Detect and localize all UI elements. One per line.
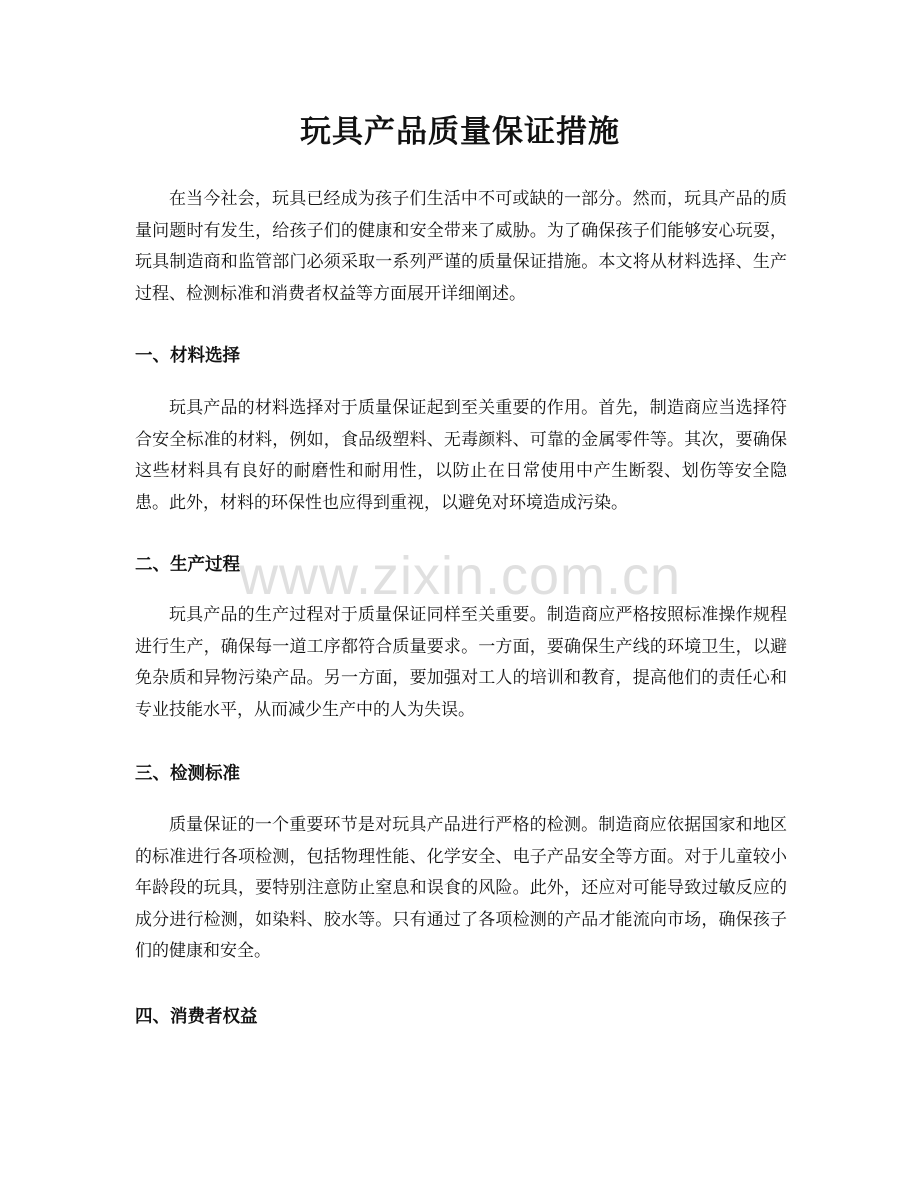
intro-paragraph: 在当今社会，玩具已经成为孩子们生活中不可或缺的一部分。然而，玩具产品的质量问题时有发生，给孩子们的健康和安全带来了威胁。为了确保孩子们能够安心玩耍，玩具制造商和监管部门必须采取一系列严谨的质量保证措施。本文将从材料选择、生产过程、检测标准和消费者权益等方面展开详细阐述。: [135, 189, 787, 304]
section-heading-production: 二、生产过程: [135, 555, 240, 575]
section-heading-materials: 一、材料选择: [135, 346, 240, 366]
section-body-production: 玩具产品的生产过程对于质量保证同样至关重要。制造商应严格按照标准操作规程进行生产，确保每一道工序都符合质量要求。一方面，要确保生产线的环境卫生，以避免杂质和异物污染产品。另一方面，要加强对工人的培训和教育，提高他们的责任心和专业技能水平，从而减少生产中的人为失误。: [135, 605, 787, 720]
section-body-testing: 质量保证的一个重要环节是对玩具产品进行严格的检测。制造商应依据国家和地区的标准进行各项检测，包括物理性能、化学安全、电子产品安全等方面。对于儿童较小年龄段的玩具，要特别注意防止窒息和误食的风险。此外，还应对可能导致过敏反应的成分进行检测，如染料、胶水等。只有通过了各项检测的产品才能流向市场，确保孩子们的健康和安全。: [135, 815, 787, 961]
watermark: www.zixin.com.cn: [238, 546, 682, 606]
page-title: 玩具产品质量保证措施: [300, 114, 620, 150]
section-heading-consumer-rights: 四、消费者权益: [135, 1007, 258, 1027]
section-heading-testing: 三、检测标准: [135, 764, 240, 784]
section-body-materials: 玩具产品的材料选择对于质量保证起到至关重要的作用。首先，制造商应当选择符合安全标准的材料，例如，食品级塑料、无毒颜料、可靠的金属零件等。其次，要确保这些材料具有良好的耐磨性和耐用性，以防止在日常使用中产生断裂、划伤等安全隐患。此外，材料的环保性也应得到重视，以避免对环境造成污染。: [135, 398, 787, 513]
